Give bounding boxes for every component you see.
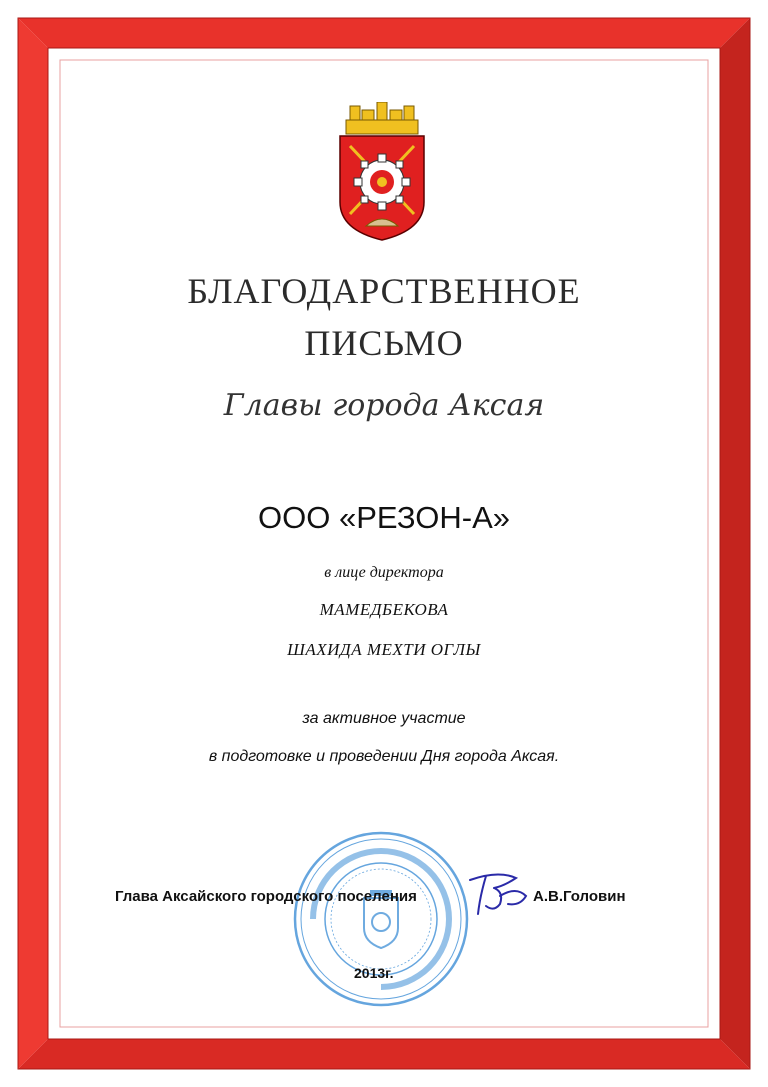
reason-line-2: в подготовке и проведении Дня города Аксая. bbox=[208, 748, 560, 765]
representative-intro: в лице директора bbox=[324, 564, 444, 581]
handwritten-signature bbox=[464, 866, 534, 922]
reason-line-1: за активное участие bbox=[302, 710, 466, 727]
coat-of-arms-icon bbox=[332, 102, 432, 242]
certificate-content bbox=[60, 60, 708, 1027]
organization-name: ООО «РЕЗОН-А» bbox=[258, 500, 510, 535]
person-name: ШАХИДА МЕХТИ ОГЛЫ bbox=[287, 640, 481, 659]
subtitle: Главы города Аксая bbox=[223, 388, 545, 423]
title-line-2: ПИСЬМО bbox=[304, 323, 464, 363]
signatory-title: Глава Аксайского городского поселения bbox=[115, 888, 417, 905]
signatory-name: А.В.Головин bbox=[533, 888, 626, 905]
person-surname: МАМЕДБЕКОВА bbox=[319, 600, 449, 619]
title-line-1: БЛАГОДАРСТВЕННОЕ bbox=[187, 271, 581, 311]
document-date: 2013г. bbox=[354, 965, 394, 981]
official-seal-icon bbox=[290, 828, 472, 1010]
